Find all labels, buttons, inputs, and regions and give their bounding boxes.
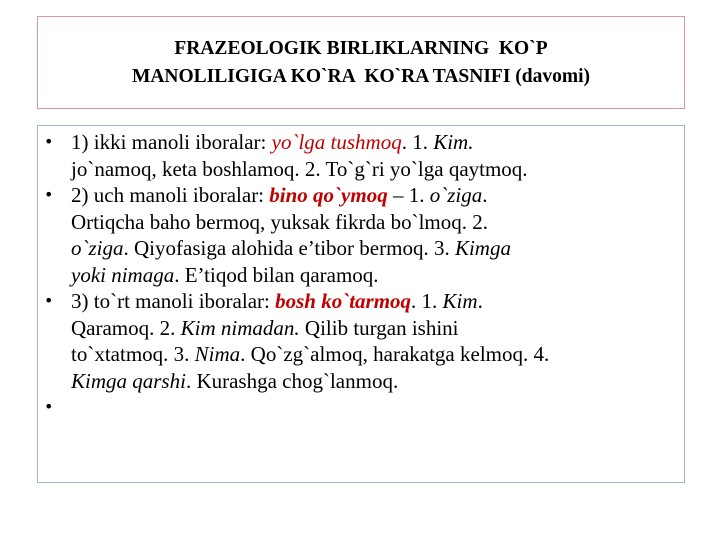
meaning-key: Kim nimadan.	[180, 315, 300, 340]
meaning-key: yoki nimaga	[71, 262, 175, 287]
item-text: Qaramoq. 2.	[71, 315, 181, 340]
item-line	[71, 235, 682, 262]
slide-title-line-2: MANOLILIGIGA KO`RA KO`RA TASNIFI (davomi)	[131, 65, 591, 87]
item-text: . Qo`zg`almoq, harakatga kelmoq. 4.	[240, 342, 550, 366]
meaning-key: Kimga	[454, 236, 511, 260]
item-text: Qilib turgan ishini	[299, 315, 459, 340]
bullet-icon: •	[44, 132, 54, 151]
slide-content-box	[37, 125, 685, 483]
bullet-item-empty	[38, 394, 686, 421]
bullet-list	[38, 129, 686, 421]
item-text: 3) to`rt manoli iboralar:	[71, 289, 276, 313]
item-line: jo`namoq, keta boshlamoq. 2. To`g`ri yo`lga qaytmoq.	[71, 156, 528, 181]
item-line	[71, 129, 682, 156]
idiom-phrase: bosh ko`tarmoq	[275, 289, 412, 313]
item-line	[71, 341, 682, 368]
meaning-key: o`ziga	[429, 183, 483, 207]
item-text: . Qiyofasiga alohida e’tibor bermoq. 3.	[123, 236, 455, 260]
item-line	[71, 315, 682, 342]
item-text: . Kurashga chog`lanmoq.	[185, 368, 399, 393]
item-line	[71, 368, 682, 395]
slide-title-line-1: FRAZEOLOGIK BIRLIKLARNING KO`P	[174, 37, 548, 59]
meaning-key: Kimga qarshi	[71, 368, 186, 393]
item-text: . E’tiqod bilan qaramoq.	[174, 262, 379, 287]
item-line	[71, 394, 682, 421]
item-text: 2) uch manoli iboralar:	[71, 183, 270, 207]
idiom-phrase: bino qo`ymoq	[269, 183, 388, 207]
bullet-icon: •	[44, 397, 54, 416]
item-text: to`xtatmoq. 3.	[71, 342, 195, 366]
idiom-phrase: yo`lga tushmoq	[271, 130, 402, 154]
slide-title-box	[37, 16, 685, 109]
item-text: . 1.	[401, 130, 434, 154]
item-line	[71, 182, 682, 209]
bullet-item-four-meaning	[38, 288, 686, 394]
item-text: – 1.	[387, 183, 430, 207]
bullet-icon: •	[44, 185, 54, 204]
item-text: 1) ikki manoli iboralar:	[71, 130, 272, 154]
bullet-icon: •	[44, 291, 54, 310]
meaning-key: Nima	[194, 342, 241, 366]
item-text: .	[477, 289, 483, 313]
item-text: .	[482, 183, 488, 207]
item-line: Ortiqcha baho bermoq, yuksak fikrda bo`lmoq. 2.	[71, 209, 488, 234]
meaning-key: o`ziga	[71, 236, 124, 260]
item-line	[71, 262, 682, 289]
meaning-key: Kim	[442, 289, 478, 313]
item-line	[71, 288, 682, 315]
item-text: . 1.	[411, 289, 443, 313]
meaning-key: Kim.	[433, 130, 474, 154]
bullet-item-two-meaning	[38, 129, 686, 182]
bullet-item-three-meaning	[38, 182, 686, 288]
